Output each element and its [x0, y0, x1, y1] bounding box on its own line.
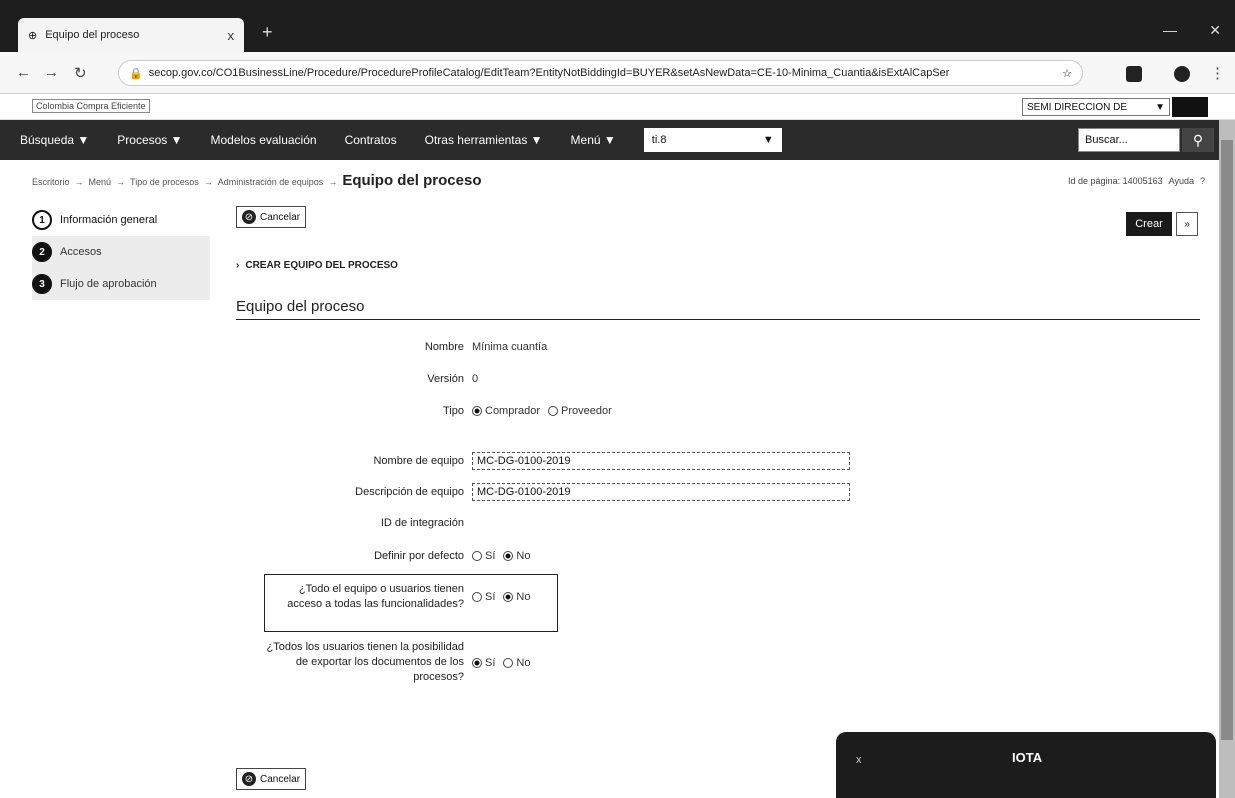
radio-comprador[interactable] [472, 405, 540, 417]
form-row-acceso [236, 582, 936, 612]
chevron-right-icon: › [236, 260, 240, 271]
nombre-equipo-label: Nombre de equipo [373, 455, 464, 467]
acceso-label [236, 582, 472, 612]
profile-avatar[interactable] [1174, 66, 1190, 82]
cancel-button-bottom[interactable] [236, 768, 306, 790]
extension-icon[interactable] [1126, 66, 1142, 82]
radio-definir-no[interactable] [503, 550, 530, 562]
exportar-radio-group [472, 657, 530, 669]
help-link[interactable]: Ayuda [1168, 176, 1194, 186]
lock-icon: 🔒 [129, 67, 143, 80]
breadcrumb-tipo-procesos[interactable]: Tipo de procesos [130, 177, 199, 187]
form-row-tipo [236, 405, 936, 417]
tab-title: Equipo del proceso [45, 29, 140, 41]
scrollbar[interactable] [1219, 120, 1235, 798]
toast-label: IOTA [1012, 750, 1043, 765]
step-number: 2 [32, 242, 52, 262]
browser-menu-icon[interactable]: ⋮ [1210, 65, 1225, 82]
search-icon[interactable]: ⚲ [1182, 128, 1214, 152]
page-id: Id de página: 14005163 [1068, 176, 1163, 186]
chevron-down-icon: ▼ [1155, 101, 1165, 113]
tree-select[interactable] [644, 128, 782, 152]
nav-modelos[interactable]: Modelos evaluación [210, 133, 317, 147]
acceso-radio-group [472, 591, 530, 603]
section-toggle[interactable] [236, 260, 398, 271]
tree-select-value: ti.8 [651, 134, 667, 146]
save-button[interactable]: Crear [1126, 212, 1172, 236]
radio-label: No [516, 550, 531, 562]
cancel-icon: ⊘ [242, 210, 256, 224]
radio-label: Proveedor [561, 405, 612, 417]
more-options-button[interactable]: » [1176, 212, 1198, 236]
breadcrumb-menu[interactable]: Menú [88, 177, 112, 187]
globe-icon: ⊕ [28, 29, 38, 42]
bookmark-star-icon[interactable]: ☆ [1062, 67, 1072, 80]
step-accesos[interactable] [32, 236, 210, 268]
chevron-down-icon: ▼ [762, 134, 774, 146]
acceso-label-line2: acceso a todas las funcionalidades? [287, 598, 464, 610]
definir-radio-group [472, 550, 530, 562]
version-label: Versión [427, 373, 464, 385]
descripcion-field[interactable]: MC-DG-0100-2019 [472, 483, 850, 501]
site-subheader [0, 94, 1235, 120]
cancel-icon: ⊘ [242, 772, 256, 786]
page-title: Equipo del proceso [342, 172, 482, 189]
definir-label: Definir por defecto [374, 550, 464, 562]
cancel-button[interactable] [236, 206, 306, 228]
tipo-label: Tipo [443, 405, 464, 417]
forward-icon[interactable]: → [44, 64, 59, 81]
form-row-id-integracion [236, 517, 936, 529]
new-tab-button[interactable]: + [262, 22, 273, 42]
step-number: 3 [32, 274, 52, 294]
nav-contratos[interactable]: Contratos [344, 133, 397, 147]
radio-dot [503, 658, 513, 668]
address-bar [0, 52, 1235, 94]
section-title: Equipo del proceso [236, 298, 1200, 320]
id-integracion-label: ID de integración [380, 517, 464, 529]
form-row-nombre-equipo [236, 452, 936, 470]
toast-close-icon[interactable]: x [856, 754, 862, 766]
form-row-descripcion [236, 483, 936, 501]
help-links [1068, 176, 1205, 186]
nav-procesos[interactable]: Procesos ▼ [117, 133, 183, 147]
nav-busqueda[interactable]: Búsqueda ▼ [20, 133, 90, 147]
form-row-definir [236, 550, 936, 562]
back-icon[interactable]: ← [16, 64, 31, 81]
acceso-label-line1: ¿Todo el equipo o usuarios tienen [298, 583, 464, 595]
main-nav [0, 120, 1235, 160]
tab-close-icon[interactable]: x [227, 27, 234, 43]
window-close-icon[interactable]: ✕ [1209, 22, 1221, 38]
radio-label: Sí [485, 591, 496, 603]
exportar-label-line3: procesos? [413, 671, 464, 683]
radio-dot [472, 551, 482, 561]
form-row-version [236, 373, 936, 385]
browser-tab[interactable] [18, 18, 244, 52]
radio-proveedor[interactable] [548, 405, 612, 417]
url-text: secop.gov.co/CO1BusinessLine/Procedure/ProcedureProfileCatalog/EditTeam?EntityNotBiddingId=BUYER&setAsNewData=CE-10-Minima_Cuantia&isExtAlCapSer [148, 67, 950, 79]
step-informacion-general[interactable] [32, 204, 210, 236]
chat-toast[interactable] [836, 732, 1216, 798]
breadcrumb-escritorio[interactable]: Escritorio [32, 177, 70, 187]
form-row-exportar [236, 640, 936, 685]
exportar-label-line2: de exportar los documentos de los [295, 656, 464, 668]
exportar-label [236, 640, 472, 685]
radio-label: Sí [485, 550, 496, 562]
nombre-equipo-field[interactable]: MC-DG-0100-2019 [472, 452, 850, 470]
breadcrumb [32, 172, 482, 189]
nombre-label: Nombre [424, 341, 464, 353]
url-input[interactable] [118, 60, 1083, 86]
radio-definir-si[interactable] [472, 550, 495, 562]
nombre-value: Mínima cuantía [472, 341, 548, 353]
form-row-nombre [236, 341, 936, 353]
radio-label: Sí [485, 656, 496, 669]
step-label: Accesos [60, 246, 102, 258]
radio-dot [472, 592, 482, 602]
browser-tab-bar [0, 0, 1235, 52]
descripcion-label: Descripción de equipo [355, 486, 464, 498]
nav-otras-herramientas[interactable]: Otras herramientas ▼ [424, 133, 543, 147]
scrollbar-thumb[interactable] [1221, 140, 1233, 740]
breadcrumb-separator: → [116, 177, 126, 187]
tipo-radio-group [472, 405, 612, 417]
step-number: 1 [32, 210, 52, 230]
breadcrumb-separator: → [74, 177, 84, 187]
radio-acceso-si[interactable] [472, 591, 495, 603]
radio-exportar-si[interactable] [472, 657, 495, 669]
steps-sidebar [32, 204, 210, 300]
radio-exportar-no[interactable] [503, 657, 530, 669]
nav-menu[interactable]: Menú ▼ [570, 133, 616, 147]
radio-dot [503, 551, 513, 561]
step-flujo-aprobacion[interactable] [32, 268, 210, 300]
entity-select-value: SEMI DIRECCION DE [1027, 101, 1128, 113]
entity-button[interactable] [1172, 97, 1208, 117]
step-label: Información general [60, 214, 158, 226]
entity-select[interactable] [1022, 98, 1170, 116]
search-input[interactable]: Buscar... [1078, 128, 1180, 152]
cancel-label: Cancelar [260, 773, 301, 785]
radio-dot [503, 592, 513, 602]
radio-acceso-no[interactable] [503, 591, 530, 603]
step-label: Flujo de aprobación [60, 278, 157, 290]
exportar-label-line1: ¿Todos los usuarios tienen la posibilidad [266, 641, 464, 653]
breadcrumb-admin-equipos[interactable]: Administración de equipos [217, 177, 324, 187]
section-link-label: CREAR EQUIPO DEL PROCESO [245, 260, 398, 271]
breadcrumb-separator: → [328, 177, 338, 187]
cancel-label: Cancelar [260, 211, 301, 223]
version-value: 0 [472, 373, 479, 385]
minimize-icon[interactable]: — [1163, 22, 1177, 38]
radio-label: Comprador [485, 405, 541, 417]
help-icon[interactable]: ? [1199, 176, 1205, 186]
reload-icon[interactable]: ↻ [74, 65, 87, 82]
radio-dot [472, 406, 482, 416]
breadcrumb-separator: → [203, 177, 213, 187]
logo: Colombia Compra Eficiente [32, 99, 150, 113]
radio-label: No [516, 656, 531, 669]
radio-label: No [516, 591, 531, 603]
radio-dot [548, 406, 558, 416]
radio-dot [472, 658, 482, 668]
